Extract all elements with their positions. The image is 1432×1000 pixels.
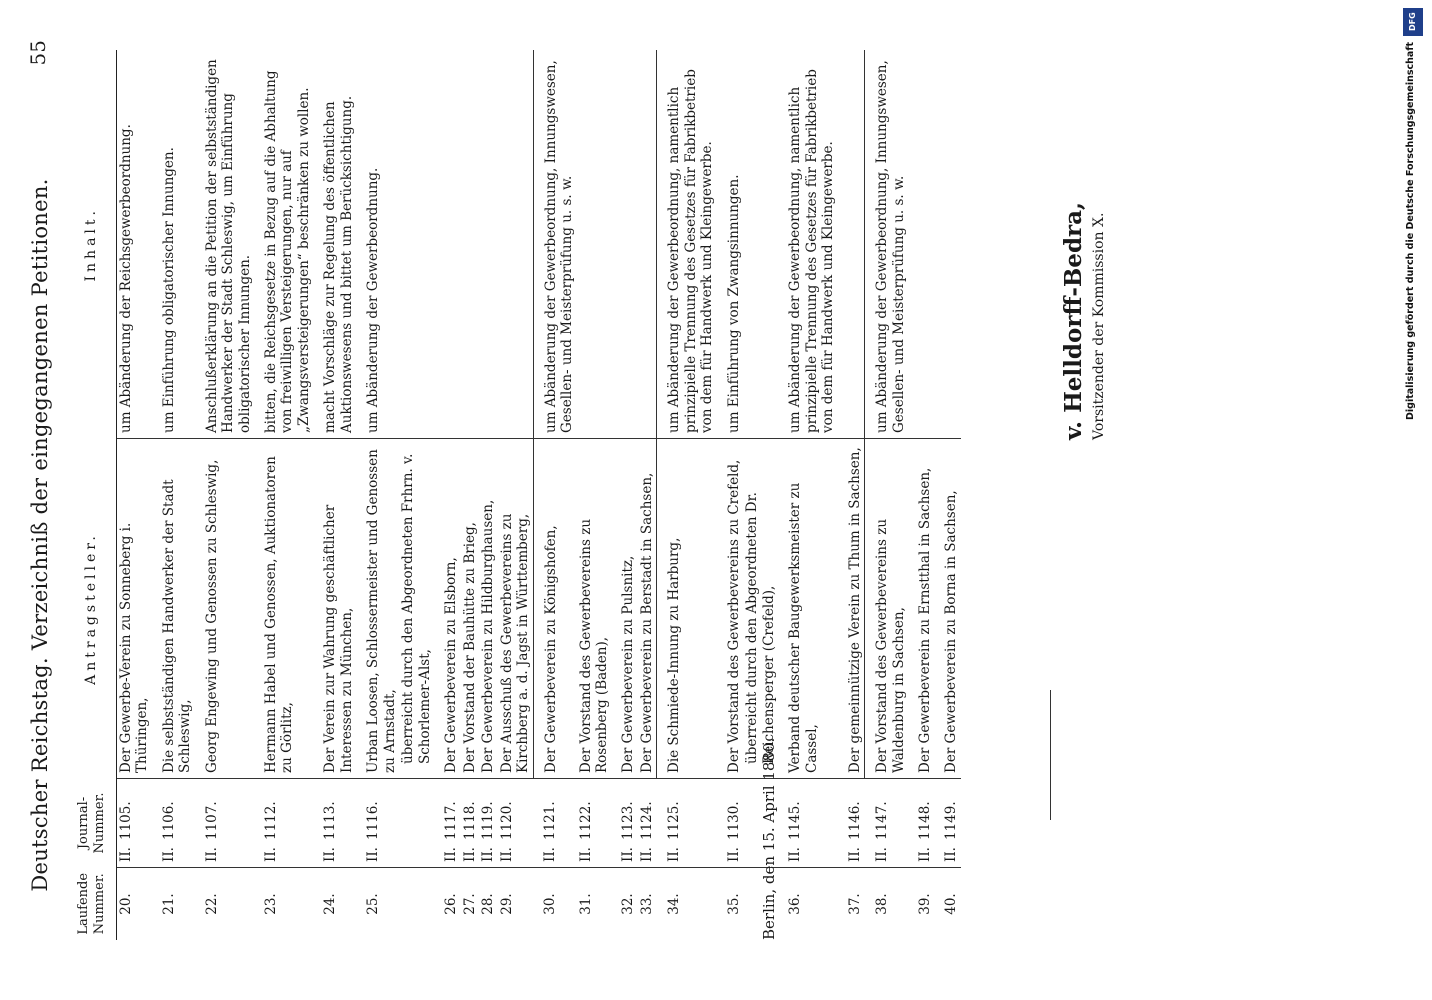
cell-journal-nummer <box>195 779 254 868</box>
signature-role: Vorsitzender der Kommission X. <box>1091 212 1107 440</box>
cell-antragsteller: Der Gewerbe-Verein zu Sonneberg i. Thüringen, <box>116 439 151 779</box>
journal-class: II. <box>665 847 682 862</box>
cell-inhalt <box>838 50 865 439</box>
cell-journal-nummer <box>934 779 960 868</box>
cell-journal-nummer <box>152 779 195 868</box>
cell-inhalt: um Abänderung der Gewerbeordnung, namentlich prinzipielle Trennung des Gesetzes für Fabrikbetrieb von dem für Handwerk und Kleingewerbe. <box>657 50 717 439</box>
cell-laufende-nummer: 29. <box>498 893 515 915</box>
table-row <box>577 50 612 940</box>
cell-laufende-nummer: 20. <box>117 893 134 915</box>
cell-antragsteller: Die Schmiede-Innung zu Harburg, <box>657 439 717 779</box>
cell-laufende-nummer: 22. <box>203 893 220 915</box>
cell-laufende-nummer: 39. <box>917 893 933 915</box>
signature-block <box>1060 202 1107 440</box>
date-line: Berlin, den 15. April 1880. <box>760 737 778 940</box>
table-row <box>399 50 434 940</box>
cell-antragsteller: Der gemeinnützige Verein zu Thum in Sachsen, <box>838 439 865 779</box>
cell-inhalt <box>908 50 934 439</box>
journal-number: 1124. <box>638 801 655 840</box>
cell-antragsteller: Der Gewerbeverein zu Königshofen, <box>533 439 576 779</box>
table-body <box>116 50 961 940</box>
cell-antragsteller: Der Vorstand des Gewerbevereins zu Waldenburg in Sachsen, <box>865 439 908 779</box>
cell-antragsteller: Der Vorstand der Bauhütte zu Brieg, <box>461 439 479 779</box>
journal-class: II. <box>873 847 890 862</box>
table-row <box>356 50 399 940</box>
journal-class: II. <box>846 847 863 862</box>
header-journal-nummer: Journal-Nummer. <box>68 779 116 868</box>
journal-class: II. <box>480 847 497 862</box>
cell-antragsteller: Der Verein zur Wahrung geschäftlicher Interessen zu München, <box>313 439 356 779</box>
table-row <box>152 50 195 940</box>
table-row <box>778 50 837 940</box>
petition-table <box>68 50 961 940</box>
journal-number: 1130. <box>725 801 742 840</box>
cell-antragsteller: Verband deutscher Baugewerksmeister zu Cassel, <box>778 439 837 779</box>
cell-journal-nummer <box>533 779 576 868</box>
cell-antragsteller: Der Gewerbeverein zu Pulsnitz, <box>611 439 637 779</box>
cell-antragsteller: Hermann Habel und Genossen, Auktionatoren zu Görlitz, <box>254 439 313 779</box>
dfg-logo: DFG <box>1403 8 1423 36</box>
journal-class: II. <box>943 847 960 862</box>
table-row <box>254 50 313 940</box>
table-row <box>434 50 460 940</box>
table-row <box>657 50 717 940</box>
cell-journal-nummer <box>399 779 434 868</box>
table-row <box>638 50 657 940</box>
cell-laufende-nummer: 36. <box>787 893 804 915</box>
journal-class: II. <box>461 847 478 862</box>
header-inhalt: Inhalt. <box>68 50 116 439</box>
cell-inhalt: Anschlußerklärung an die Petition der selbstständigen Handwerker der Stadt Schleswig, um Einführung obligatorischer Innungen. <box>203 59 253 433</box>
table-row <box>908 50 934 940</box>
cell-journal-nummer <box>116 779 151 868</box>
cell-journal-nummer <box>434 779 460 868</box>
cell-journal-nummer <box>461 779 479 868</box>
digitization-credit: Digitalisierung gefördert durch die Deutsche Forschungsgemeinschaft <box>1405 42 1416 420</box>
cell-journal-nummer <box>254 779 313 868</box>
page-number: 55 <box>26 40 50 66</box>
cell-inhalt: um Abänderung der Reichsgewerbeordnung. <box>117 124 134 433</box>
cell-inhalt <box>638 50 657 439</box>
journal-class: II. <box>160 847 177 862</box>
journal-class: II. <box>577 847 594 862</box>
cell-journal-nummer <box>498 779 533 868</box>
cell-inhalt: macht Vorschläge zur Regelung des öffentlichen Auktionswesens und bittet um Berücksichtigung. <box>322 95 355 433</box>
cell-inhalt: um Abänderung der Gewerbeordnung, Innungswesen, Gesellen- und Meisterprüfung u. s. w. <box>865 50 908 439</box>
cell-journal-nummer <box>313 779 356 868</box>
cell-antragsteller: Der Ausschuß des Gewerbevereins zu Kirchberg a. d. Jagst in Württemberg, <box>498 439 533 779</box>
journal-number: 1145. <box>787 801 804 840</box>
cell-antragsteller: Der Gewerbeverein zu Berstadt in Sachsen, <box>638 439 657 779</box>
journal-number: 1119. <box>480 801 497 840</box>
journal-number: 1147. <box>873 801 890 840</box>
journal-class: II. <box>638 847 655 862</box>
cell-antragsteller: Urban Loosen, Schlossermeister und Genossen zu Arnstadt, <box>356 439 399 779</box>
cell-inhalt: um Abänderung der Gewerbeordnung, Innungswesen, Gesellen- und Meisterprüfung u. s. w. <box>533 50 576 439</box>
cell-laufende-nummer: 35. <box>725 893 742 915</box>
cell-journal-nummer <box>838 779 865 868</box>
cell-laufende-nummer: 37. <box>846 893 863 915</box>
cell-antragsteller: überreicht durch den Abgeordneten Frhrn. v. Schorlemer-Alst, <box>399 439 434 779</box>
journal-class: II. <box>917 847 933 862</box>
journal-number: 1122. <box>577 801 594 840</box>
cell-inhalt <box>399 50 434 439</box>
cell-antragsteller: Der Gewerbeverein zu Elsborn, <box>434 439 460 779</box>
table-row <box>498 50 533 940</box>
table-row <box>934 50 960 940</box>
margin-strip <box>1400 8 1426 420</box>
table-row <box>717 50 743 940</box>
cell-antragsteller: Der Vorstand des Gewerbevereins zu Rosenberg (Baden), <box>577 439 612 779</box>
cell-laufende-nummer: 30. <box>542 893 559 915</box>
table-row <box>116 50 151 940</box>
cell-journal-nummer <box>611 779 637 868</box>
cell-inhalt <box>934 50 960 439</box>
journal-number: 1148. <box>917 801 933 840</box>
cell-journal-nummer <box>479 779 497 868</box>
journal-class: II. <box>365 847 382 862</box>
cell-inhalt <box>498 50 533 439</box>
cell-inhalt: um Einführung obligatorischer Innungen. <box>160 147 177 433</box>
running-header <box>28 40 62 940</box>
cell-journal-nummer <box>657 779 717 868</box>
table-row <box>195 50 254 940</box>
table-row <box>313 50 356 940</box>
journal-number: 1118. <box>461 801 478 840</box>
cell-laufende-nummer: 24. <box>322 893 339 915</box>
journal-number: 1121. <box>542 801 559 840</box>
cell-inhalt <box>611 50 637 439</box>
cell-inhalt <box>461 50 479 439</box>
journal-class: II. <box>203 847 220 862</box>
cell-journal-nummer <box>717 779 743 868</box>
journal-class: II. <box>542 847 559 862</box>
cell-journal-nummer <box>356 779 399 868</box>
cell-laufende-nummer: 28. <box>480 893 497 915</box>
page-title: Deutscher Reichstag. Verzeichniß der eingegangenen Petitionen. <box>28 178 52 892</box>
cell-antragsteller: Der Gewerbeverein zu Hildburghausen, <box>479 439 497 779</box>
cell-antragsteller: Die selbstständigen Handwerker der Stadt Schleswig, <box>152 439 195 779</box>
cell-laufende-nummer: 25. <box>365 893 382 915</box>
cell-journal-nummer <box>577 779 612 868</box>
table-header-row <box>68 50 116 940</box>
table-row <box>479 50 497 940</box>
cell-laufende-nummer: 32. <box>620 893 637 915</box>
cell-laufende-nummer: 31. <box>577 893 594 915</box>
journal-class: II. <box>322 847 339 862</box>
cell-inhalt: bitten, die Reichsgesetze in Bezug auf die Abhaltung von freiwilligen Versteigerungen, nur auf „Zwangsversteigerungen“ beschränken zu wollen. <box>263 70 312 433</box>
cell-inhalt: um Abänderung der Gewerbeordnung. <box>365 167 382 433</box>
cell-antragsteller: Der Gewerbeverein zu Ernstthal in Sachsen, <box>908 439 934 779</box>
table-row <box>533 50 576 940</box>
cell-laufende-nummer: 33. <box>638 893 655 915</box>
cell-laufende-nummer: 26. <box>443 893 460 915</box>
journal-number: 1117. <box>443 801 460 840</box>
header-laufende-nummer: Laufende Nummer. <box>68 868 116 941</box>
header-antragsteller: Antragsteller. <box>68 439 116 779</box>
cell-laufende-nummer: 38. <box>873 893 890 915</box>
journal-class: II. <box>117 847 134 862</box>
cell-journal-nummer <box>778 779 837 868</box>
journal-number: 1149. <box>943 801 960 840</box>
cell-inhalt <box>434 50 460 439</box>
journal-class: II. <box>787 847 804 862</box>
journal-number: 1113. <box>322 801 339 840</box>
journal-number: 1146. <box>846 801 863 840</box>
table-row <box>461 50 479 940</box>
cell-laufende-nummer <box>399 868 434 941</box>
table-row <box>865 50 908 940</box>
cell-inhalt <box>479 50 497 439</box>
journal-number: 1125. <box>665 801 682 840</box>
journal-class: II. <box>498 847 515 862</box>
journal-number: 1123. <box>620 801 637 840</box>
journal-number: 1107. <box>203 801 220 840</box>
signature-rule <box>1050 690 1051 820</box>
cell-inhalt <box>577 50 612 439</box>
journal-number: 1105. <box>117 801 134 840</box>
cell-laufende-nummer: 27. <box>461 893 478 915</box>
journal-class: II. <box>263 847 279 862</box>
cell-laufende-nummer: 23. <box>263 893 279 915</box>
cell-inhalt: um Abänderung der Gewerbeordnung, namentlich prinzipielle Trennung des Gesetzes für Fabrikbetrieb von dem für Handwerk und Kleingewerbe. <box>787 69 837 433</box>
journal-number: 1116. <box>365 801 382 840</box>
journal-number: 1112. <box>263 801 279 840</box>
cell-journal-nummer <box>908 779 934 868</box>
table-row <box>838 50 865 940</box>
cell-antragsteller: Der Vorstand des Gewerbevereins zu Crefeld, <box>717 439 743 779</box>
journal-number: 1120. <box>498 801 515 840</box>
cell-inhalt <box>743 50 778 439</box>
cell-inhalt: um Einführung von Zwangsinnungen. <box>725 174 742 433</box>
cell-laufende-nummer: 21. <box>160 893 177 915</box>
table-row <box>611 50 637 940</box>
cell-antragsteller: überreicht durch den Abgeordneten Dr. Reichensperger (Crefeld), <box>743 439 778 779</box>
signature-name: v. Helldorff-Bedra, <box>1060 201 1087 440</box>
journal-class: II. <box>725 847 742 862</box>
journal-class: II. <box>620 847 637 862</box>
cell-journal-nummer <box>865 779 908 868</box>
cell-laufende-nummer: 34. <box>665 893 682 915</box>
cell-antragsteller: Georg Engewing und Genossen zu Schleswig, <box>195 439 254 779</box>
cell-laufende-nummer: 40. <box>943 893 960 915</box>
cell-antragsteller: Der Gewerbeverein zu Borna in Sachsen, <box>934 439 960 779</box>
cell-journal-nummer <box>638 779 657 868</box>
journal-number: 1106. <box>160 801 177 840</box>
journal-class: II. <box>443 847 460 862</box>
